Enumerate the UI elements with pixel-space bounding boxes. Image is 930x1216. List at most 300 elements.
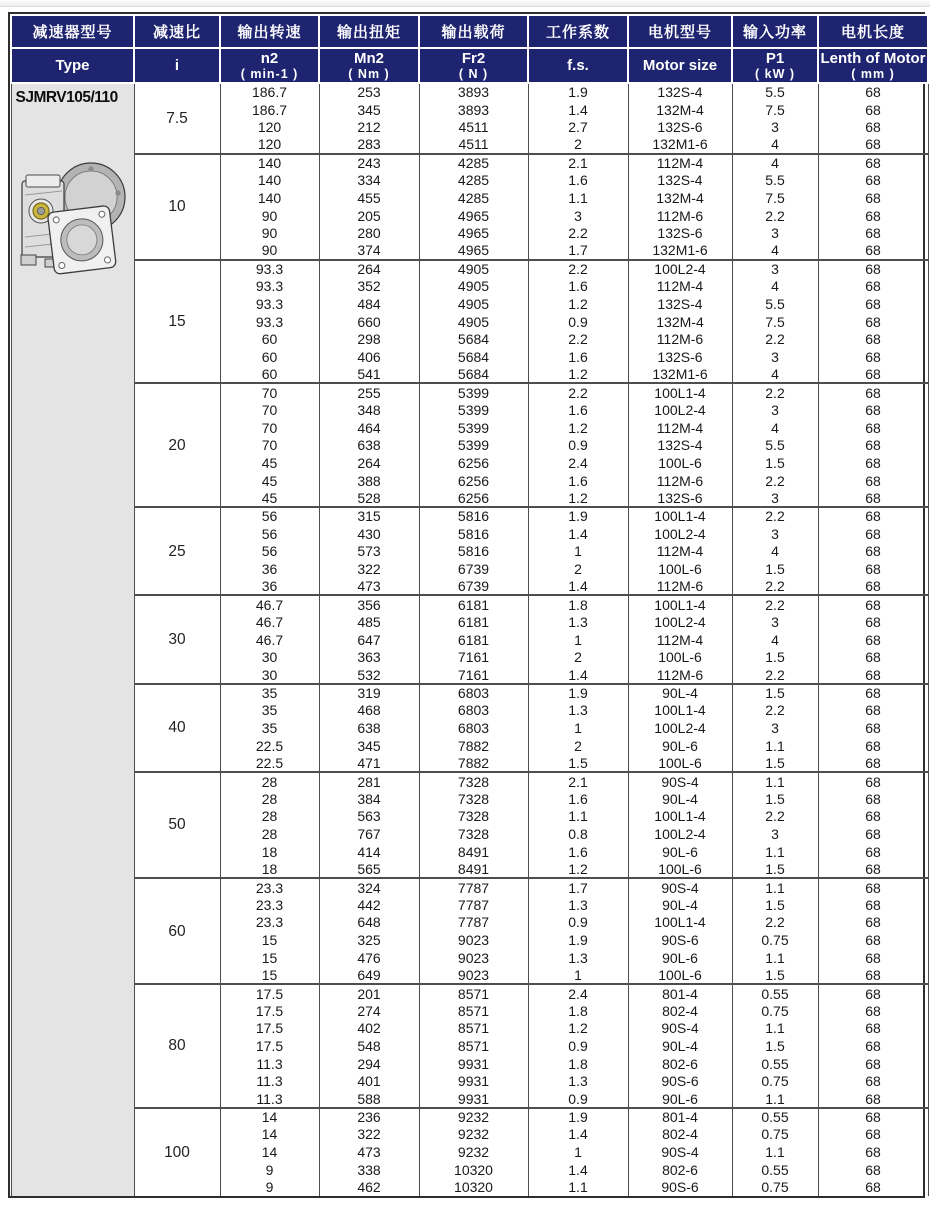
reducer-model-label: SJMRV105/110 xyxy=(15,89,118,106)
cell-n2: 23.3 xyxy=(220,878,319,896)
cell-fs: 1 xyxy=(528,542,628,560)
cell-p1: 2.2 xyxy=(732,507,818,525)
cell-motor_length: 68 xyxy=(818,684,928,702)
cell-fr2: 9232 xyxy=(419,1108,528,1126)
cell-fs: 1.1 xyxy=(528,808,628,826)
cell-motor_length: 68 xyxy=(818,790,928,808)
cell-mn2: 528 xyxy=(319,489,419,507)
cell-n2: 45 xyxy=(220,489,319,507)
cell-fs: 1.3 xyxy=(528,949,628,967)
cell-motor_length: 68 xyxy=(818,967,928,985)
cell-fs: 1.3 xyxy=(528,896,628,914)
cell-mn2: 402 xyxy=(319,1020,419,1038)
cell-fs: 1 xyxy=(528,967,628,985)
cell-fs: 1.9 xyxy=(528,1108,628,1126)
cell-n2: 140 xyxy=(220,189,319,207)
cell-mn2: 471 xyxy=(319,755,419,773)
cell-mn2: 388 xyxy=(319,472,419,490)
cell-motor: 112M-6 xyxy=(628,207,732,225)
cell-motor: 112M-6 xyxy=(628,472,732,490)
cell-n2: 45 xyxy=(220,454,319,472)
cell-p1: 2.2 xyxy=(732,578,818,596)
table-row xyxy=(11,878,928,896)
cell-fs: 1.9 xyxy=(528,83,628,101)
cell-p1: 7.5 xyxy=(732,101,818,119)
cell-p1: 0.55 xyxy=(732,1161,818,1179)
cell-fs: 1.6 xyxy=(528,277,628,295)
cell-p1: 1.5 xyxy=(732,790,818,808)
cell-fs: 1.1 xyxy=(528,189,628,207)
cell-motor: 112M-6 xyxy=(628,330,732,348)
cell-motor: 802-4 xyxy=(628,1002,732,1020)
cell-fs: 1.9 xyxy=(528,684,628,702)
cell-mn2: 649 xyxy=(319,967,419,985)
cell-mn2: 638 xyxy=(319,436,419,454)
cell-p1: 5.5 xyxy=(732,295,818,313)
cell-n2: 18 xyxy=(220,843,319,861)
cell-fs: 1.6 xyxy=(528,401,628,419)
cell-p1: 3 xyxy=(732,224,818,242)
cell-mn2: 283 xyxy=(319,136,419,154)
cell-motor_length: 68 xyxy=(818,1055,928,1073)
cell-p1: 1.5 xyxy=(732,454,818,472)
col-header-zh-i: 减速比 xyxy=(134,15,220,48)
ratio-cell: 50 xyxy=(134,772,220,878)
cell-n2: 60 xyxy=(220,348,319,366)
cell-mn2: 430 xyxy=(319,525,419,543)
cell-motor_length: 68 xyxy=(818,436,928,454)
cell-motor: 132S-4 xyxy=(628,436,732,454)
table-row xyxy=(11,383,928,401)
cell-p1: 1.1 xyxy=(732,772,818,790)
ratio-cell: 20 xyxy=(134,383,220,507)
cell-n2: 15 xyxy=(220,949,319,967)
cell-p1: 0.75 xyxy=(732,1002,818,1020)
cell-n2: 93.3 xyxy=(220,295,319,313)
cell-n2: 46.7 xyxy=(220,631,319,649)
cell-p1: 4 xyxy=(732,542,818,560)
cell-fs: 1.9 xyxy=(528,931,628,949)
cell-n2: 186.7 xyxy=(220,101,319,119)
gearbox-illustration xyxy=(17,149,129,289)
cell-motor: 100L-6 xyxy=(628,755,732,773)
cell-mn2: 563 xyxy=(319,808,419,826)
cell-fr2: 6181 xyxy=(419,595,528,613)
cell-fs: 2 xyxy=(528,560,628,578)
cell-mn2: 473 xyxy=(319,578,419,596)
cell-motor: 112M-4 xyxy=(628,154,732,172)
cell-mn2: 281 xyxy=(319,772,419,790)
cell-fr2: 5816 xyxy=(419,507,528,525)
cell-motor_length: 68 xyxy=(818,472,928,490)
cell-motor: 90S-6 xyxy=(628,1179,732,1197)
cell-mn2: 548 xyxy=(319,1037,419,1055)
cell-p1: 0.75 xyxy=(732,1073,818,1091)
cell-p1: 1.1 xyxy=(732,1090,818,1108)
cell-fs: 2.7 xyxy=(528,118,628,136)
cell-motor: 132S-6 xyxy=(628,224,732,242)
table-row xyxy=(11,595,928,613)
cell-fr2: 5399 xyxy=(419,436,528,454)
col-header-zh-fs: 工作系数 xyxy=(528,15,628,48)
cell-fs: 1.7 xyxy=(528,878,628,896)
cell-motor_length: 68 xyxy=(818,755,928,773)
cell-p1: 1.5 xyxy=(732,967,818,985)
cell-motor_length: 68 xyxy=(818,949,928,967)
cell-p1: 1.1 xyxy=(732,1020,818,1038)
cell-fr2: 7161 xyxy=(419,666,528,684)
cell-motor: 90L-4 xyxy=(628,896,732,914)
cell-n2: 90 xyxy=(220,242,319,260)
cell-motor_length: 68 xyxy=(818,578,928,596)
cell-motor_length: 68 xyxy=(818,118,928,136)
cell-motor_length: 68 xyxy=(818,542,928,560)
col-header-en-n2 xyxy=(220,48,319,83)
cell-mn2: 348 xyxy=(319,401,419,419)
cell-fr2: 5399 xyxy=(419,383,528,401)
ratio-cell: 80 xyxy=(134,984,220,1108)
cell-n2: 28 xyxy=(220,825,319,843)
col-header-zh-motor: 电机型号 xyxy=(628,15,732,48)
cell-fs: 1.2 xyxy=(528,366,628,384)
col-header-en-motor xyxy=(628,48,732,83)
cell-fs: 1.6 xyxy=(528,843,628,861)
cell-fs: 2.1 xyxy=(528,772,628,790)
cell-mn2: 462 xyxy=(319,1179,419,1197)
cell-n2: 11.3 xyxy=(220,1090,319,1108)
cell-fs: 0.8 xyxy=(528,825,628,843)
table-row xyxy=(11,507,928,525)
cell-n2: 15 xyxy=(220,931,319,949)
cell-fr2: 7787 xyxy=(419,896,528,914)
cell-motor_length: 68 xyxy=(818,171,928,189)
cell-p1: 1.5 xyxy=(732,560,818,578)
cell-motor: 112M-6 xyxy=(628,666,732,684)
col-header-en-fr2 xyxy=(419,48,528,83)
cell-fr2: 7328 xyxy=(419,790,528,808)
cell-motor_length: 68 xyxy=(818,189,928,207)
cell-p1: 7.5 xyxy=(732,189,818,207)
cell-motor_length: 68 xyxy=(818,737,928,755)
cell-mn2: 325 xyxy=(319,931,419,949)
cell-motor: 132S-4 xyxy=(628,83,732,101)
cell-motor: 100L-6 xyxy=(628,861,732,879)
col-header-unit: ( mm ) xyxy=(851,66,895,81)
cell-motor: 112M-4 xyxy=(628,277,732,295)
cell-n2: 56 xyxy=(220,525,319,543)
cell-fr2: 9232 xyxy=(419,1143,528,1161)
cell-fr2: 6803 xyxy=(419,719,528,737)
table-row xyxy=(11,772,928,790)
cell-fs: 2.2 xyxy=(528,330,628,348)
cell-motor_length: 68 xyxy=(818,154,928,172)
cell-motor_length: 68 xyxy=(818,825,928,843)
cell-p1: 2.2 xyxy=(732,595,818,613)
cell-mn2: 588 xyxy=(319,1090,419,1108)
cell-motor_length: 68 xyxy=(818,613,928,631)
cell-fs: 1.7 xyxy=(528,242,628,260)
cell-p1: 1.1 xyxy=(732,949,818,967)
cell-p1: 4 xyxy=(732,242,818,260)
cell-fs: 1.8 xyxy=(528,1002,628,1020)
cell-n2: 22.5 xyxy=(220,755,319,773)
cell-n2: 14 xyxy=(220,1143,319,1161)
cell-mn2: 253 xyxy=(319,83,419,101)
cell-fr2: 4905 xyxy=(419,295,528,313)
cell-mn2: 345 xyxy=(319,101,419,119)
ratio-cell: 10 xyxy=(134,154,220,260)
cell-p1: 5.5 xyxy=(732,436,818,454)
cell-fs: 1.3 xyxy=(528,702,628,720)
cell-fr2: 5684 xyxy=(419,330,528,348)
cell-mn2: 442 xyxy=(319,896,419,914)
cell-mn2: 338 xyxy=(319,1161,419,1179)
cell-fr2: 4285 xyxy=(419,189,528,207)
cell-fr2: 7328 xyxy=(419,772,528,790)
cell-motor: 132S-6 xyxy=(628,348,732,366)
cell-fr2: 7882 xyxy=(419,755,528,773)
cell-motor: 100L2-4 xyxy=(628,825,732,843)
cell-mn2: 468 xyxy=(319,702,419,720)
cell-mn2: 322 xyxy=(319,560,419,578)
cell-motor: 100L1-4 xyxy=(628,507,732,525)
cell-mn2: 334 xyxy=(319,171,419,189)
cell-p1: 1.1 xyxy=(732,737,818,755)
ratio-cell: 30 xyxy=(134,595,220,683)
cell-fs: 1.3 xyxy=(528,613,628,631)
cell-mn2: 384 xyxy=(319,790,419,808)
cell-fr2: 6256 xyxy=(419,489,528,507)
cell-motor: 90S-4 xyxy=(628,772,732,790)
cell-mn2: 406 xyxy=(319,348,419,366)
cell-mn2: 638 xyxy=(319,719,419,737)
cell-motor: 90L-4 xyxy=(628,684,732,702)
cell-fr2: 6256 xyxy=(419,454,528,472)
cell-motor: 132M1-6 xyxy=(628,242,732,260)
cell-p1: 4 xyxy=(732,277,818,295)
cell-motor_length: 68 xyxy=(818,525,928,543)
cell-fr2: 5399 xyxy=(419,419,528,437)
cell-fr2: 10320 xyxy=(419,1179,528,1197)
cell-n2: 23.3 xyxy=(220,914,319,932)
cell-motor_length: 68 xyxy=(818,896,928,914)
cell-motor: 132M1-6 xyxy=(628,136,732,154)
cell-n2: 120 xyxy=(220,118,319,136)
cell-motor: 100L1-4 xyxy=(628,595,732,613)
cell-fr2: 8571 xyxy=(419,1020,528,1038)
cell-p1: 0.55 xyxy=(732,1055,818,1073)
cell-motor: 801-4 xyxy=(628,1108,732,1126)
cell-n2: 28 xyxy=(220,790,319,808)
cell-fs: 1.2 xyxy=(528,295,628,313)
cell-fr2: 5399 xyxy=(419,401,528,419)
cell-p1: 1.5 xyxy=(732,1037,818,1055)
cell-p1: 3 xyxy=(732,348,818,366)
ratio-cell: 40 xyxy=(134,684,220,772)
cell-fr2: 7328 xyxy=(419,825,528,843)
cell-p1: 2.2 xyxy=(732,666,818,684)
cell-fr2: 9023 xyxy=(419,931,528,949)
cell-n2: 90 xyxy=(220,224,319,242)
cell-motor: 100L2-4 xyxy=(628,613,732,631)
cell-fr2: 3893 xyxy=(419,83,528,101)
cell-motor_length: 68 xyxy=(818,383,928,401)
cell-fs: 2 xyxy=(528,649,628,667)
cell-fr2: 6739 xyxy=(419,560,528,578)
cell-fs: 1 xyxy=(528,631,628,649)
col-header-symbol: Type xyxy=(55,56,90,74)
cell-p1: 2.2 xyxy=(732,702,818,720)
cell-n2: 93.3 xyxy=(220,313,319,331)
cell-motor: 90S-4 xyxy=(628,1020,732,1038)
cell-fs: 1.1 xyxy=(528,1179,628,1197)
cell-motor: 100L-6 xyxy=(628,649,732,667)
cell-p1: 3 xyxy=(732,401,818,419)
cell-fr2: 4511 xyxy=(419,136,528,154)
cell-motor_length: 68 xyxy=(818,1126,928,1144)
col-header-symbol: Mn2 xyxy=(354,49,384,67)
cell-mn2: 473 xyxy=(319,1143,419,1161)
cell-motor: 112M-6 xyxy=(628,578,732,596)
cell-mn2: 565 xyxy=(319,861,419,879)
col-header-zh-p1: 输入功率 xyxy=(732,15,818,48)
cell-motor_length: 68 xyxy=(818,277,928,295)
cell-mn2: 374 xyxy=(319,242,419,260)
cell-motor_length: 68 xyxy=(818,260,928,278)
cell-n2: 14 xyxy=(220,1108,319,1126)
cell-p1: 0.75 xyxy=(732,1126,818,1144)
cell-p1: 3 xyxy=(732,118,818,136)
cell-n2: 93.3 xyxy=(220,260,319,278)
cell-mn2: 363 xyxy=(319,649,419,667)
ratio-cell: 60 xyxy=(134,878,220,984)
cell-mn2: 356 xyxy=(319,595,419,613)
cell-motor_length: 68 xyxy=(818,1143,928,1161)
cell-fr2: 9931 xyxy=(419,1090,528,1108)
cell-motor: 132S-4 xyxy=(628,171,732,189)
col-header-en-p1 xyxy=(732,48,818,83)
cell-fr2: 5684 xyxy=(419,366,528,384)
cell-fr2: 8571 xyxy=(419,984,528,1002)
cell-n2: 9 xyxy=(220,1179,319,1197)
cell-n2: 36 xyxy=(220,560,319,578)
col-header-unit: ( min-1 ) xyxy=(240,66,299,81)
cell-motor_length: 68 xyxy=(818,1020,928,1038)
cell-fr2: 8571 xyxy=(419,1037,528,1055)
cell-motor_length: 68 xyxy=(818,1179,928,1197)
ratio-cell: 25 xyxy=(134,507,220,595)
cell-fs: 1.6 xyxy=(528,171,628,189)
cell-mn2: 648 xyxy=(319,914,419,932)
cell-fs: 2.2 xyxy=(528,260,628,278)
cell-fs: 1.4 xyxy=(528,578,628,596)
cell-fr2: 4285 xyxy=(419,171,528,189)
cell-fr2: 3893 xyxy=(419,101,528,119)
cell-p1: 4 xyxy=(732,631,818,649)
cell-fr2: 9232 xyxy=(419,1126,528,1144)
cell-motor_length: 68 xyxy=(818,136,928,154)
cell-mn2: 255 xyxy=(319,383,419,401)
cell-fs: 0.9 xyxy=(528,313,628,331)
cell-motor_length: 68 xyxy=(818,914,928,932)
cell-mn2: 324 xyxy=(319,878,419,896)
cell-fs: 3 xyxy=(528,207,628,225)
cell-fr2: 4965 xyxy=(419,207,528,225)
cell-fr2: 5684 xyxy=(419,348,528,366)
cell-p1: 2.2 xyxy=(732,472,818,490)
cell-fs: 1.2 xyxy=(528,419,628,437)
cell-p1: 2.2 xyxy=(732,383,818,401)
cell-n2: 140 xyxy=(220,154,319,172)
table-row xyxy=(11,984,928,1002)
gearbox-image-wrap xyxy=(15,149,132,291)
cell-motor_length: 68 xyxy=(818,1108,928,1126)
cell-n2: 120 xyxy=(220,136,319,154)
cell-mn2: 205 xyxy=(319,207,419,225)
cell-motor: 132M-4 xyxy=(628,101,732,119)
cell-n2: 17.5 xyxy=(220,1037,319,1055)
cell-fs: 1.2 xyxy=(528,1020,628,1038)
cell-motor_length: 68 xyxy=(818,772,928,790)
cell-mn2: 264 xyxy=(319,454,419,472)
cell-p1: 1.1 xyxy=(732,1143,818,1161)
cell-n2: 9 xyxy=(220,1161,319,1179)
cell-fr2: 9931 xyxy=(419,1055,528,1073)
cell-p1: 1.5 xyxy=(732,861,818,879)
cell-motor_length: 68 xyxy=(818,1037,928,1055)
cell-n2: 22.5 xyxy=(220,737,319,755)
cell-motor: 90L-4 xyxy=(628,1037,732,1055)
cell-motor: 100L2-4 xyxy=(628,260,732,278)
cell-fr2: 7882 xyxy=(419,737,528,755)
cell-mn2: 401 xyxy=(319,1073,419,1091)
table-row xyxy=(11,154,928,172)
cell-fs: 1.6 xyxy=(528,790,628,808)
cell-fr2: 9931 xyxy=(419,1073,528,1091)
col-header-symbol: Lenth of Motor xyxy=(820,49,926,67)
cell-motor_length: 68 xyxy=(818,101,928,119)
cell-p1: 2.2 xyxy=(732,207,818,225)
cell-fr2: 5816 xyxy=(419,525,528,543)
cell-motor: 802-6 xyxy=(628,1161,732,1179)
col-header-zh-type: 减速器型号 xyxy=(11,15,134,48)
cell-motor_length: 68 xyxy=(818,595,928,613)
col-header-zh-n2: 输出转速 xyxy=(220,15,319,48)
cell-motor: 90S-4 xyxy=(628,878,732,896)
cell-n2: 140 xyxy=(220,171,319,189)
cell-motor_length: 68 xyxy=(818,861,928,879)
col-header-symbol: Fr2 xyxy=(461,49,486,67)
col-header-symbol: f.s. xyxy=(567,56,589,74)
cell-mn2: 236 xyxy=(319,1108,419,1126)
cell-mn2: 345 xyxy=(319,737,419,755)
cell-motor: 90L-6 xyxy=(628,949,732,967)
cell-motor: 100L1-4 xyxy=(628,914,732,932)
cell-p1: 1.1 xyxy=(732,843,818,861)
cell-n2: 35 xyxy=(220,684,319,702)
table-row xyxy=(11,684,928,702)
cell-motor_length: 68 xyxy=(818,401,928,419)
cell-fs: 1.5 xyxy=(528,755,628,773)
cell-fr2: 9023 xyxy=(419,949,528,967)
cell-n2: 46.7 xyxy=(220,595,319,613)
cell-fr2: 4905 xyxy=(419,277,528,295)
cell-fs: 1.4 xyxy=(528,1161,628,1179)
cell-fs: 1.4 xyxy=(528,1126,628,1144)
cell-p1: 4 xyxy=(732,366,818,384)
cell-n2: 17.5 xyxy=(220,984,319,1002)
col-header-unit: ( Nm ) xyxy=(348,66,390,81)
